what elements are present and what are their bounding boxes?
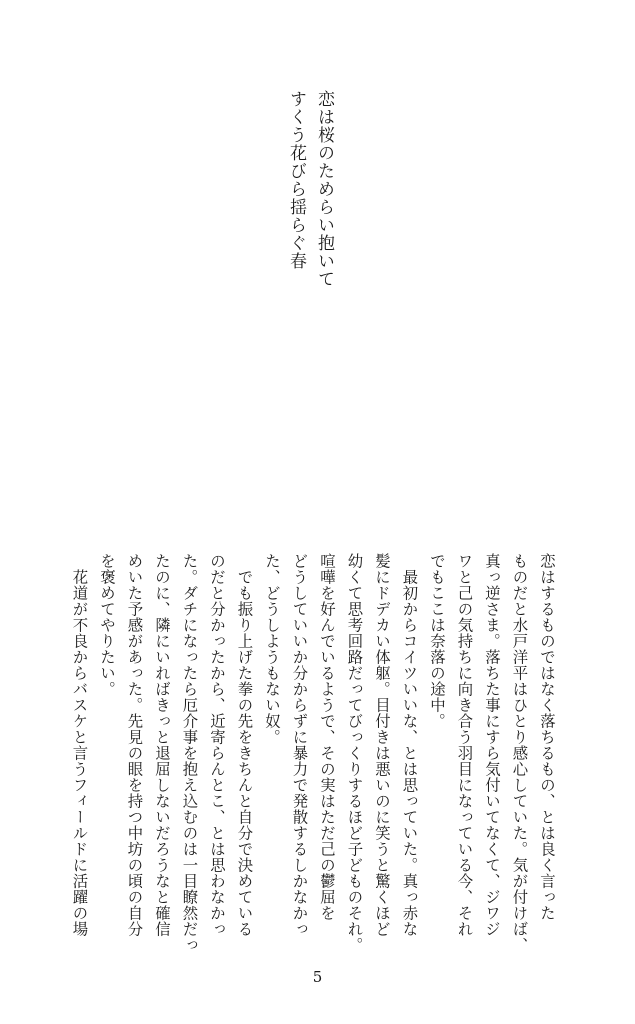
- body-text: [70, 553, 560, 953]
- body-line: めいた予感があった。先見の眼を持つ中坊の頃の自分: [125, 553, 144, 937]
- body-line: 真っ逆さま。落ちた事にすら気付いてなくて、ジワジ: [483, 553, 501, 937]
- body-line: ものだと水戸洋平はひとり感心していた。気が付けば、: [510, 553, 529, 953]
- body-line: 喧嘩を好んでいるようで、その実はただ己の鬱屈を: [318, 553, 336, 921]
- body-line: 幼くて思考回路だってびっくりするほど子どものそれ。: [345, 553, 364, 953]
- body-line: を褒めてやりたい。: [98, 553, 116, 697]
- body-line: ワと己の気持ちに向き合う羽目になっている今、それ: [455, 553, 474, 937]
- body-line: 髪にドデカい体躯。目付きは悪いのに笑うと驚くほど: [373, 553, 391, 937]
- epigraph-line: すくう花びら揺らぐ春: [286, 90, 306, 270]
- body-line: 花道が不良からバスケと言うフィールドに活躍の場: [70, 553, 89, 937]
- epigraph-line: 恋は桜のためらい抱いて: [314, 90, 334, 288]
- epigraph-poem: [282, 90, 338, 320]
- body-line: たのに、隣にいればきっと退屈しないだろうなと確信: [153, 553, 171, 937]
- body-line: のだと分かったから、近寄らんとこ、とは思わなかっ: [208, 553, 226, 937]
- body-line: 恋はするものではなく落ちるもの、とは良く言った: [538, 553, 556, 921]
- body-line: どうしていいか分からずに暴力で発散するしかなかっ: [290, 553, 309, 937]
- body-line: でも振り上げた拳の先をきちんと自分で決めている: [235, 553, 254, 937]
- body-line: 最初からコイツいいな、とは思っていた。真っ赤な: [400, 553, 419, 937]
- page-number: 5: [312, 968, 323, 986]
- body-line: た。ダチになったら厄介事を抱え込むのは一目瞭然だっ: [180, 553, 199, 953]
- body-line: でもここは奈落の途中。: [428, 553, 446, 729]
- body-line: た、どうしようもない奴。: [263, 553, 281, 745]
